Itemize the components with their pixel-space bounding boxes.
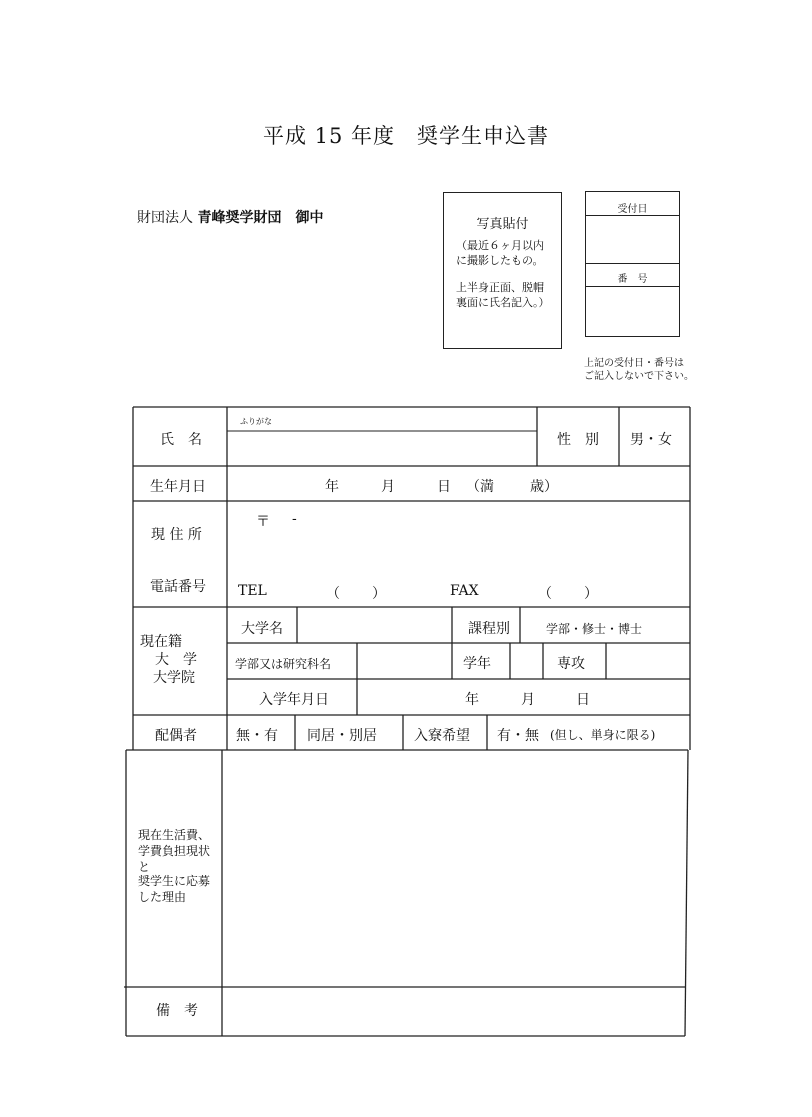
received-date-label: 受付日 [617,204,648,215]
dorm-label: 入寮希望 [414,728,470,744]
reason-field[interactable] [225,753,685,985]
tel-paren-close: ） [372,586,386,602]
reason-label-line: と [138,860,151,874]
photo-instruction-line: 上半身正面、脱帽 [456,281,544,294]
name-label: 氏 名 [160,432,202,448]
admission-month-unit: 月 [521,692,535,708]
postal-mark: 〒 [256,514,270,530]
enrollment-label-line1: 現在籍 [140,634,182,650]
major-field[interactable] [608,645,688,677]
postal-dash: - [292,511,297,527]
faculty-field[interactable] [359,645,450,677]
remarks-field[interactable] [225,990,683,1034]
tel-paren-open: （ [326,586,340,602]
admission-day-unit: 日 [576,692,590,708]
photo-instruction-line: に撮影したもの。 [456,254,544,267]
addressee-prefix: 財団法人 [137,210,193,226]
dorm-note: (但し、単身に限る) [550,728,656,742]
university-field[interactable] [299,609,450,641]
gender-options[interactable]: 男・女 [630,432,672,448]
reason-label-line: 学費負担現状 [138,844,211,858]
address-label: 現 住 所 [151,527,202,543]
spouse-options[interactable]: 無・有 [236,728,278,744]
grade-field[interactable] [512,645,541,677]
admission-year-unit: 年 [465,692,479,708]
office-note-line: ご記入しないで下さい。 [584,371,694,382]
age-close: 歳） [530,479,558,495]
remarks-label: 備 考 [156,1003,198,1019]
birth-day-unit: 日 [437,479,451,495]
gender-label: 性 別 [557,432,599,448]
name-field[interactable] [229,432,535,464]
enrollment-label-line2: 大 学 [155,652,197,668]
office-note-line: 上記の受付日・番号は [584,358,684,369]
furigana-label: ふりがな [240,417,272,426]
enrollment-label-line3: 大学院 [153,670,195,686]
university-label: 大学名 [241,621,283,637]
birth-date-label: 生年月日 [150,479,206,495]
faculty-label: 学部又は研究科名 [235,657,332,671]
fax-paren-open: （ [538,586,552,602]
dorm-options[interactable]: 有・無 [497,728,539,744]
reason-label-line: 奨学生に応募 [138,874,211,888]
reason-label-line: 現在生活費、 [138,828,211,842]
phone-label: 電話番号 [150,579,206,595]
address-field[interactable] [229,503,687,568]
course-options[interactable]: 学部・修士・博士 [546,622,643,636]
fax-label: FAX [450,583,479,599]
page-title: 平成 15 年度 奨学生申込書 [262,124,550,148]
number-label: 番 号 [617,274,648,285]
tel-label: TEL [238,583,267,599]
addressee-name: 青峰奨学財団 御中 [197,210,324,226]
major-label: 専攻 [557,656,585,672]
photo-instruction-line: 裏面に氏名記入。） [456,296,550,309]
birth-month-unit: 月 [381,479,395,495]
age-open: （満 [466,479,494,495]
fax-paren-close: ） [584,586,598,602]
reason-label-line: した理由 [138,890,187,904]
admission-date-label: 入学年月日 [259,692,329,708]
course-label: 課程別 [468,621,510,637]
birth-year-unit: 年 [325,479,339,495]
spouse-label: 配偶者 [155,728,197,744]
photo-box-title: 写真貼付 [476,217,529,232]
living-options[interactable]: 同居・別居 [307,728,377,744]
grade-label: 学年 [463,656,491,672]
furigana-field[interactable] [229,410,535,430]
photo-instruction-line: （最近６ヶ月以内 [456,239,544,252]
